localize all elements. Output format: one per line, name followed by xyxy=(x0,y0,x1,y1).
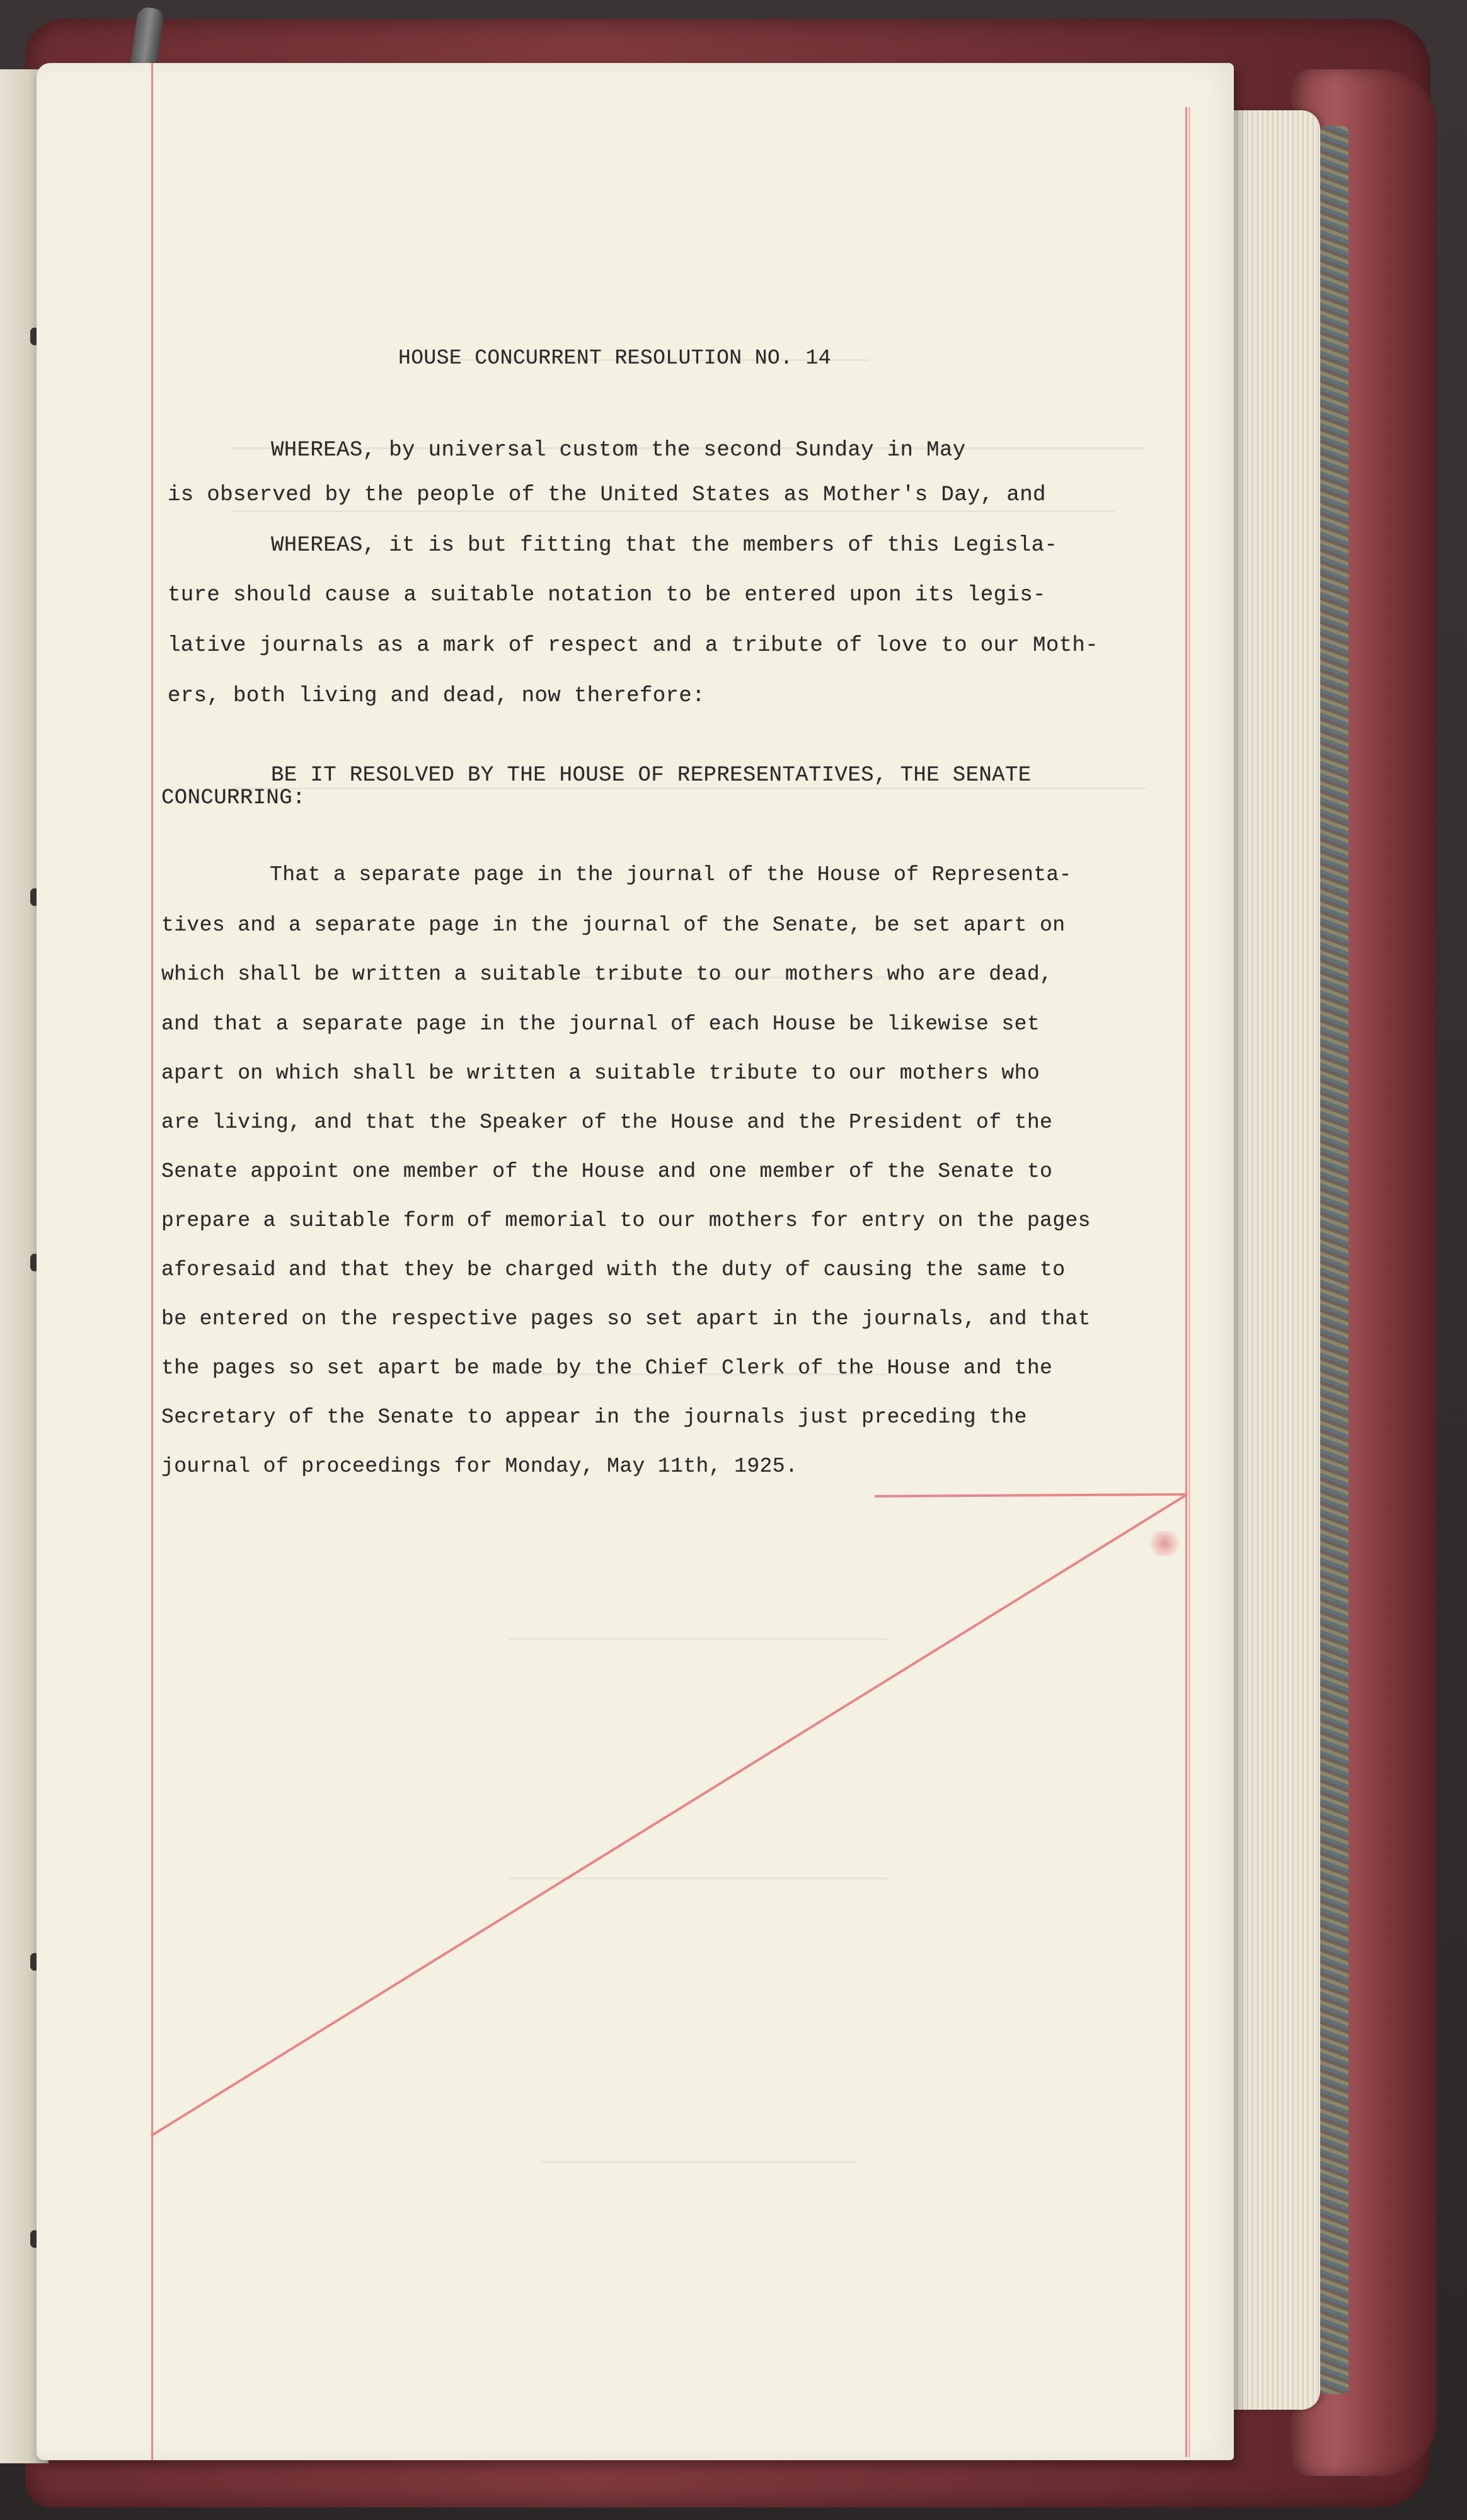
whereas-2-line-2: ture should cause a suitable notation to be entered upon its legis- xyxy=(168,583,1046,607)
body-line-11: the pages so set apart be made by the Chief Clerk of the House and the xyxy=(161,1356,1053,1380)
body-line-6: are living, and that the Speaker of the House and the President of the xyxy=(161,1111,1053,1134)
whereas-2-line-4: ers, both living and dead, now therefore: xyxy=(168,684,705,708)
resolution-title: HOUSE CONCURRENT RESOLUTION NO. 14 xyxy=(398,346,831,370)
body-line-8: prepare a suitable form of memorial to our mothers for entry on the pages xyxy=(161,1209,1091,1232)
marbled-page-edge xyxy=(1320,126,1349,2394)
body-line-4: and that a separate page in the journal of each House be likewise set xyxy=(161,1012,1040,1036)
end-of-text-rule xyxy=(875,1494,1187,1496)
body-line-7: Senate appoint one member of the House and one member of the Senate to xyxy=(161,1160,1053,1183)
body-line-12: Secretary of the Senate to appear in the journals just preceding the xyxy=(161,1406,1027,1429)
resolved-line-1: BE IT RESOLVED BY THE HOUSE OF REPRESENTATIVES, THE SENATE xyxy=(271,764,1032,788)
whereas-1-line-2: is observed by the people of the United States as Mother's Day, and xyxy=(168,483,1046,507)
whereas-2-line-3: lative journals as a mark of respect and a tribute of love to our Moth- xyxy=(168,634,1099,658)
body-line-9: aforesaid and that they be charged with the duty of causing the same to xyxy=(161,1258,1066,1281)
diagonal-cancel-line xyxy=(151,1494,1187,2136)
whereas-2-line-1: WHEREAS, it is but fitting that the members of this Legisla- xyxy=(271,534,1058,558)
ledger-page xyxy=(37,63,1234,2460)
ink-blot xyxy=(1146,1531,1183,1556)
body-line-13: journal of proceedings for Monday, May 11th, 1925. xyxy=(161,1455,798,1478)
body-line-2: tives and a separate page in the journal of the Senate, be set apart on xyxy=(161,914,1066,937)
body-line-5: apart on which shall be written a suitable tribute to our mothers who xyxy=(161,1062,1040,1085)
body-line-1: That a separate page in the journal of the House of Representa- xyxy=(270,863,1072,886)
resolved-line-2: CONCURRING: xyxy=(161,786,306,810)
body-line-10: be entered on the respective pages so set apart in the journals, and that xyxy=(161,1307,1091,1331)
whereas-1-line-1: WHEREAS, by universal custom the second Sunday in May xyxy=(271,438,966,462)
body-line-3: which shall be written a suitable tribute to our mothers who are dead, xyxy=(161,963,1053,986)
